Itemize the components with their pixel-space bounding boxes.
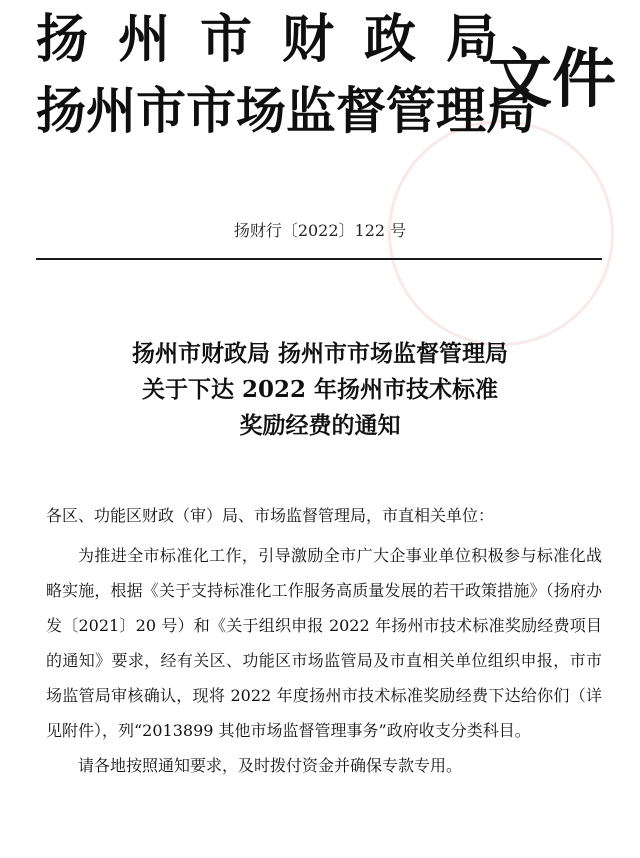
salutation: 各区、功能区财政（审）局、市场监督管理局，市直相关单位： [46,506,495,525]
notice-title-line3: 奖励经费的通知 [239,412,401,439]
notice-title [0,336,640,444]
notice-title-line2: 关于下达 2022 年扬州市技术标准 [141,376,499,403]
body-paragraph-2: 请各地按照通知要求，及时拨付资金并确保专款专用。 [78,756,463,775]
issuer-finance-bureau: 扬州市财政局 [36,10,529,70]
body-paragraph-1: 为推进全市标准化工作，引导激励全市广大企事业单位积极参与标准化战略实施，根据《关于支持标准化工作服务高质量发展的若干政策措施》（扬府办发〔2021〕20 号）和《关于组织申报 2022 年扬州市技术标准奖励经费项目的通知》要求，经有关区、功能区市场监管局及市直相关单位组织申报，市市场监管局审核确认，现将 2022 年度扬州市技术标准奖励经费下达给你们（详见附件），列“2013899 其他市场监督管理事务”政府收支分类科目。 [46,546,602,740]
issuer-market-regulation-bureau: 扬州市市场监督管理局 [36,82,536,140]
notice-title-line1: 扬州市财政局 扬州市市场监督管理局 [131,340,508,367]
notice-body [46,538,602,783]
document-type-label: 文件 [488,43,616,117]
document-number: 扬财行〔2022〕122 号 [233,221,407,240]
header-divider [36,258,602,260]
document-header [36,4,616,174]
